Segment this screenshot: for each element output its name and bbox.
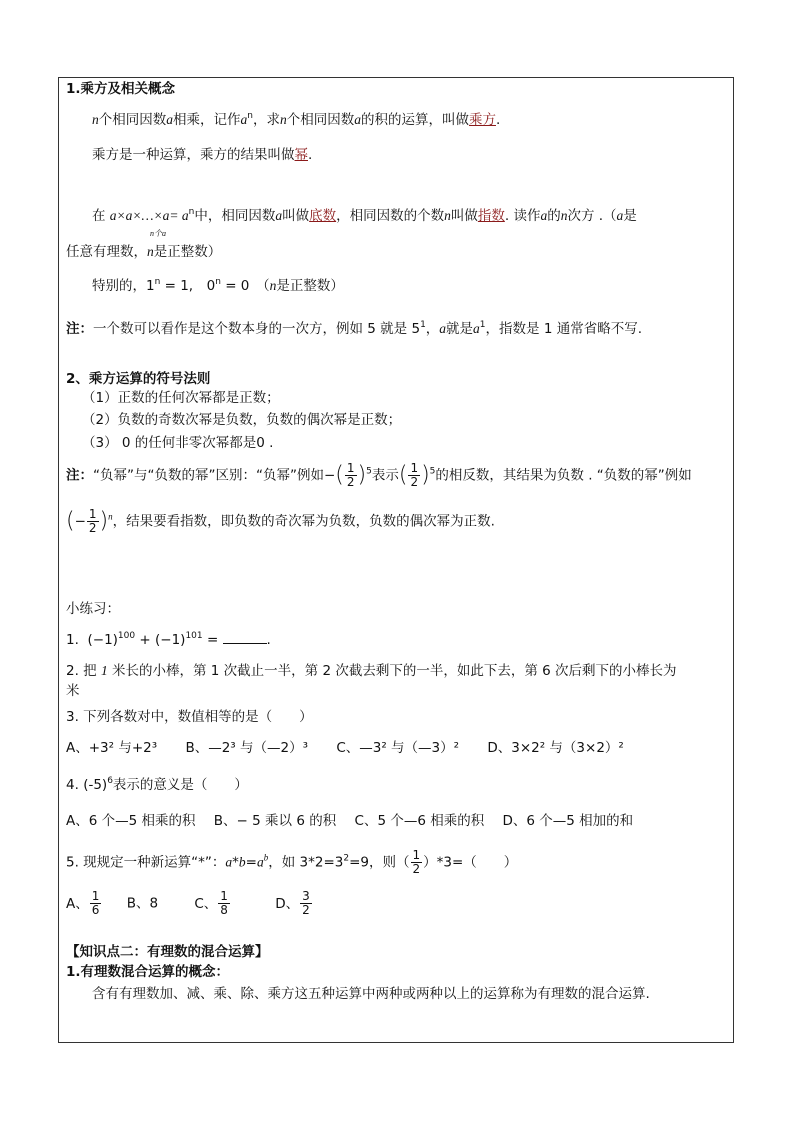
section2-heading: 2、乘方运算的符号法则 (66, 371, 211, 387)
q3-option-b: B、—2³ 与（—2）³ (185, 740, 309, 756)
q4-option-b: B、− 5 乘以 6 的积 (213, 813, 337, 829)
question-3: 3. 下列各数对中，数值相等的是（ ） (66, 709, 313, 725)
terms-line: 在 a×a×…×a= $a^n$中，相同因数a叫做底数，相同因数的个数n叫做指数. 读作a的n次方 .（a是 (92, 207, 637, 224)
question-5: 5. 现规定一种新运算“*”：$a*b=a^b$，如 $3*2=3^2=9$，则（ $\frac{1}{2}$ ）*3=（ ） (66, 848, 518, 876)
special-line: 特别的，1$^n$ = 1, 0$^n$ = 0 （n是正整数） (92, 277, 344, 294)
note2-line-2: (− $\frac{1}{2}$ )$^n$，结果要看指数，即负数的奇次幂为负数，负数的偶次幂为正数. (66, 507, 495, 535)
question-4-options (66, 812, 633, 830)
term-mi: 幂 (294, 147, 308, 163)
term-zhishu: 指数 (477, 208, 505, 224)
rule-1: （1）正数的任何次幂都是正数； (82, 390, 280, 406)
definition-line: n个相同因数a相乘，记作$a^n$，求n个相同因数a的积的运算，叫做乘方. (92, 111, 501, 128)
rule-3: （3） 0 的任何非零次幂都是0 . (82, 435, 274, 451)
underbrace-label: n个a (150, 229, 166, 238)
section3-heading: 【知识点二：有理数的混合运算】 (66, 944, 269, 960)
q5-option-d: D、 $\frac{3}{2}$ (275, 889, 310, 917)
q4-option-c: C、5 个—6 相乘的积 (354, 813, 485, 829)
q5-option-b: B、8 (126, 895, 159, 912)
q4-option-a: A、6 个—5 相乘的积 (66, 813, 196, 829)
terms-line-2: 任意有理数，n是正整数） (66, 244, 222, 260)
question-2-cont: 米 (66, 683, 80, 699)
q3-option-a: A、+3² 与+2³ (66, 740, 158, 756)
term-dishu: 底数 (309, 208, 337, 224)
term-chengfang: 乘方 (468, 112, 496, 128)
section1-heading: 1.乘方及相关概念 (66, 81, 176, 97)
section3-subheading: 1.有理数混合运算的概念： (66, 964, 230, 980)
question-3-options (66, 739, 624, 757)
answer-blank (223, 631, 267, 644)
q4-option-d: D、6 个—5 相加的和 (502, 813, 634, 829)
q3-option-d: D、3×2² 与（3×2）² (487, 740, 624, 756)
question-4: 4. $(-5)^6$表示的意义是（ ） (66, 776, 248, 793)
q3-option-c: C、—3² 与（—3）² (336, 740, 460, 756)
q5-option-c: C、 $\frac{1}{8}$ (194, 889, 228, 917)
practice-title: 小练习： (66, 601, 120, 617)
q5-option-a: A、 $\frac{1}{6}$ (66, 889, 100, 917)
question-2: 2. 把 1 米长的小棒，第 1 次截止一半，第 2 次截去剩下的一半，如此下去，第 6 次后剩下的小棒长为 (66, 663, 677, 679)
rule-2: （2）负数的奇数次幂是负数，负数的偶次幂是正数； (82, 412, 402, 428)
question-1: 1. $(-1)^{100} + (-1)^{101}$ = . (66, 631, 271, 648)
note2-line: 注：“负幂”与“负数的幂”区别：“负幂”例如−( $\frac{1}{2}$ )$^5$表示( $\frac{1}{2}$ )$^5$的相反数，其结果为负数 . “负数的幂”例如 (66, 461, 692, 489)
note1-line: 注：一个数可以看作是这个数本身的一次方，例如 5 就是 $5^1$，a就是$a^1$，指数是 1 通常省略不写. (66, 320, 642, 337)
result-line: 乘方是一种运算，乘方的结果叫做幂. (92, 147, 313, 163)
section3-text: 含有有理数加、减、乘、除、乘方这五种运算中两种或两种以上的运算称为有理数的混合运算. (92, 986, 650, 1002)
question-5-options (66, 890, 313, 917)
